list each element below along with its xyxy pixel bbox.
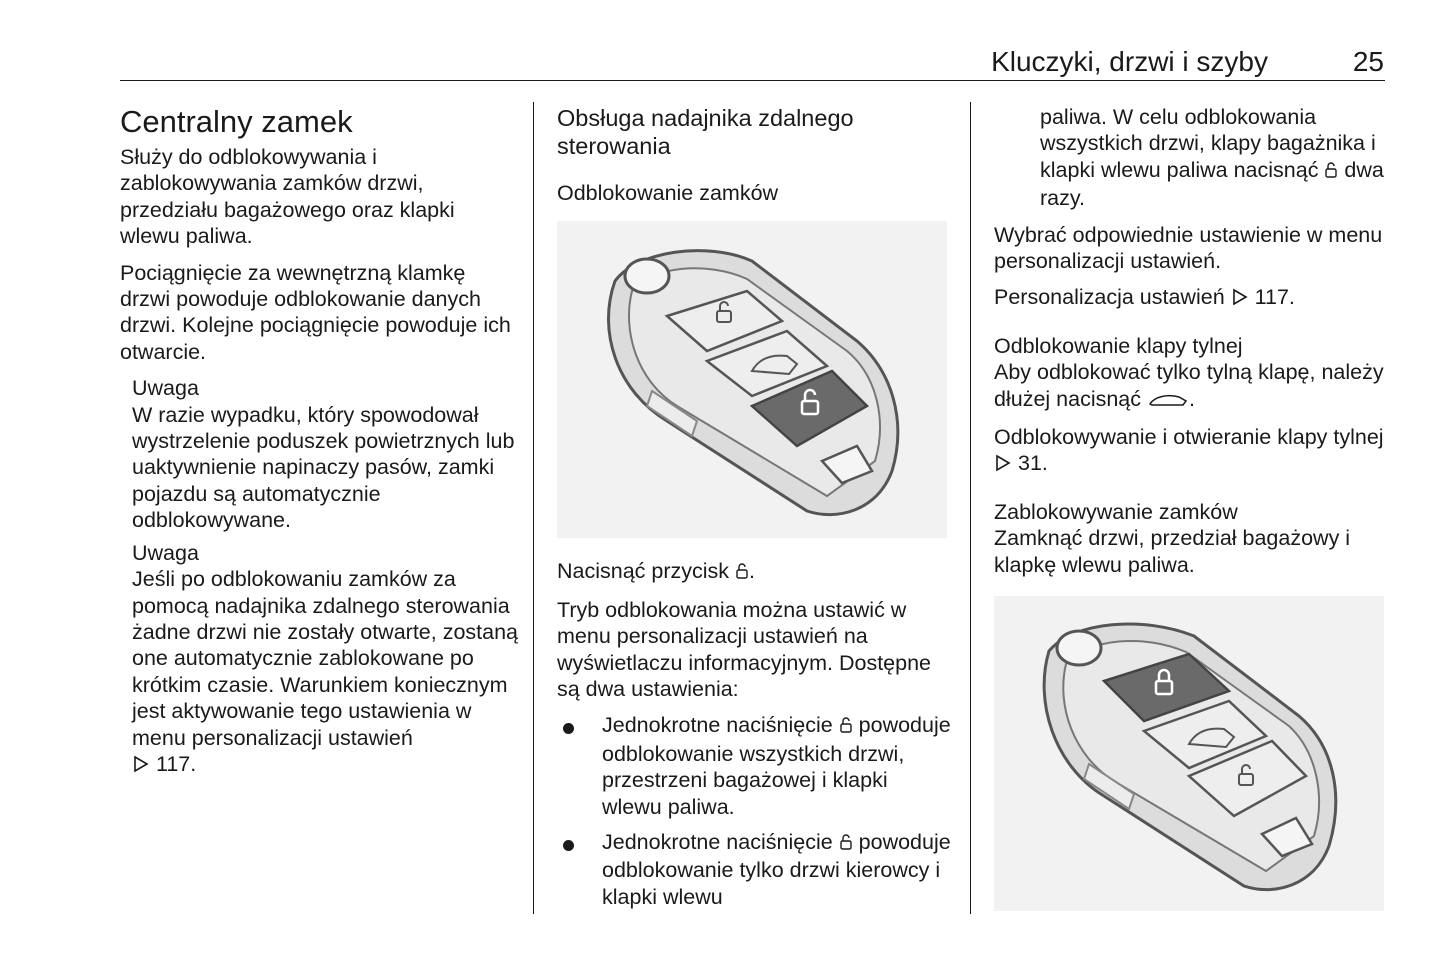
settings-list xyxy=(557,712,952,910)
key-fob-illustration xyxy=(994,596,1384,911)
section-heading: Centralny zamek xyxy=(120,104,353,139)
mode-paragraph: Tryb odblokowania można ustawić w menu personalizacji ustawień na wyświetlaczu informacyjnym. Dostępne są dwa ustawienia: xyxy=(557,597,931,702)
column-1 xyxy=(120,104,520,785)
bullet-text: Jednokrotne naciśnięcie xyxy=(602,830,833,855)
chapter-title: Kluczyki, drzwi i szyby xyxy=(991,46,1268,77)
lock-paragraph: Zamknąć drzwi, przedział bagażowy i klapkę wlewu paliwa. xyxy=(994,526,1351,577)
column-2 xyxy=(557,104,952,919)
ref-arrow-icon xyxy=(132,753,150,779)
tailgate-end: . xyxy=(1189,386,1195,411)
header-rule xyxy=(120,80,1385,81)
ref-arrow-icon xyxy=(994,452,1012,478)
unlock-icon xyxy=(839,831,853,857)
unlock-icon xyxy=(839,714,853,740)
bullet-text: powoduje odblokowanie tylko drzwi kierowcy i klapki wlewu xyxy=(602,830,951,909)
personal-text: Personalizacja ustawień xyxy=(994,285,1225,310)
subsection-heading: Obsługa nadajnika zdalnego sterowania xyxy=(557,105,854,159)
list-item xyxy=(557,829,952,910)
press-end: . xyxy=(749,559,756,584)
bullet-text: powoduje odblokowanie wszystkich drzwi, przestrzeni bagażowej i klapki wlewu paliwa. xyxy=(602,713,951,819)
bullet-dot xyxy=(563,840,574,851)
tailgate-heading: Odblokowanie klapy tylnej xyxy=(994,333,1243,358)
note-title: Uwaga xyxy=(132,540,199,565)
key-fob-figure-lock xyxy=(994,596,1384,911)
page-reference: 31. xyxy=(1017,451,1048,476)
continued-bullet xyxy=(994,104,1386,212)
note-text: Jeśli po odblokowaniu zamków za pomocą nadajnika zdalnego sterowania żadne drzwi nie zostały otwarte, zostaną one automatycznie zablokowane po krótkim czasie. Warunkiem koniecznym jest aktywowanie tego ustawienia w menu personalizacji ustawień xyxy=(132,567,519,750)
tailgate-open-text: Odblokowywanie i otwieranie klapy tylnej xyxy=(994,425,1384,450)
unlock-heading: Odblokowanie zamków xyxy=(557,181,779,205)
note-1 xyxy=(120,375,520,533)
unlock-icon xyxy=(735,560,749,586)
page-reference: 117. xyxy=(155,751,197,776)
continued-text: paliwa. W celu odblokowania wszystkich drzwi, klapy bagażnika i klapki wlewu paliwa nacisnąć xyxy=(1040,105,1376,182)
key-fob-illustration xyxy=(557,221,947,538)
key-fob-figure-unlock xyxy=(557,221,947,538)
unlock-icon xyxy=(1324,159,1338,185)
lock-heading: Zablokowywanie zamków xyxy=(994,499,1238,524)
choose-paragraph: Wybrać odpowiednie ustawienie w menu personalizacji ustawień. xyxy=(994,222,1383,274)
note-text: W razie wypadku, który spowodował wystrzelenie poduszek powietrznych lub uaktywnienie napinaczy pasów, zamki pojazdu są automatycznie odblokowywane. xyxy=(132,402,515,533)
column-divider-2 xyxy=(970,102,971,914)
column-3 xyxy=(994,104,1386,911)
note-2 xyxy=(120,540,520,780)
bullet-text: Jednokrotne naciśnięcie xyxy=(602,713,833,738)
page-number: 25 xyxy=(1352,46,1384,77)
tailgate-icon xyxy=(1147,388,1189,414)
list-item xyxy=(557,712,952,820)
press-text: Nacisnąć przycisk xyxy=(557,559,730,584)
tailgate-text: Aby odblokować tylko tylną klapę, należy dłużej nacisnąć xyxy=(994,360,1384,411)
intro-paragraph: Służy do odblokowywania i zablokowywania zamków drzwi, przedziału bagażowego oraz klapki wlewu paliwa. xyxy=(120,145,455,249)
note-title: Uwaga xyxy=(132,376,199,401)
continued-end: dwa razy. xyxy=(1040,157,1384,211)
column-divider-1 xyxy=(533,102,534,914)
page-reference: 117. xyxy=(1254,285,1295,310)
door-handle-paragraph: Pociągnięcie za wewnętrzną klamkę drzwi powoduje odblokowanie danych drzwi. Kolejne pociągnięcie powoduje ich otwarcie. xyxy=(120,260,511,364)
ref-arrow-icon xyxy=(1231,286,1249,312)
bullet-dot xyxy=(563,723,574,734)
